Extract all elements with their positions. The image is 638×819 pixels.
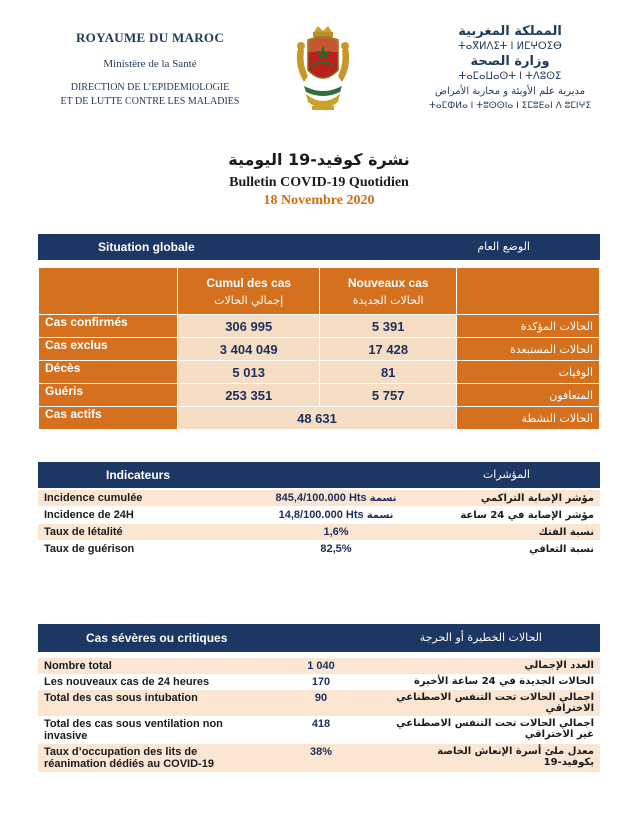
severe-label-fr: Nombre total	[38, 658, 260, 674]
table-row	[38, 541, 600, 558]
indicator-value-cell	[250, 507, 422, 524]
severe-label-ar: اجمالي الحالات تحت التنفس الاصطناعي غير الاختراقي	[396, 718, 594, 740]
severe-label-ar: معدل ملئ أسرة الإنعاش الخاصة بكوفيد-19	[382, 744, 600, 772]
indicator-label-fr: Taux de létalité	[38, 524, 250, 541]
bulletin-date: 18 Novembre 2020	[263, 193, 375, 208]
table-row	[38, 744, 600, 772]
ministry-ar: وزارة الصحة	[470, 54, 550, 69]
indicator-label-ar: مؤشر الإصابة التراكمي	[422, 490, 600, 507]
row-label-fr: Cas exclus	[39, 338, 178, 361]
severe-value: 90	[260, 690, 382, 716]
severe-value: 418	[311, 718, 331, 730]
situation-bar	[38, 234, 600, 260]
row-cumul: 253 351	[178, 384, 320, 407]
row-cumul: 3 404 049	[178, 338, 320, 361]
col-cumul-fr: Cumul des cas	[206, 275, 292, 290]
severe-table	[38, 658, 600, 772]
indicator-label-fr: Incidence cumulée	[38, 490, 250, 507]
active-label-fr: Cas actifs	[39, 407, 178, 430]
header-right	[410, 24, 610, 111]
direction-fr-line1: DIRECTION DE L’EPIDEMIOLOGIE	[70, 82, 230, 93]
severe-label-fr: Total des cas sous intubation	[38, 690, 260, 716]
severe-value: 38%	[260, 744, 382, 772]
severe-label-ar: اجمالي الحالات تحت التنفس الاصطناعي الاختراقي	[382, 690, 600, 716]
row-cumul: 5 013	[178, 361, 320, 384]
situation-bar-fr: Situation globale	[98, 240, 195, 254]
severe-label-ar: الحالات الجديدة في 24 ساعة الأخيرة	[413, 676, 594, 687]
col-cumul-ar: إجمالي الحالات	[214, 293, 284, 307]
indicator-value: 82,5%	[250, 541, 422, 558]
table-row	[39, 315, 600, 338]
indicator-value: 14,8/100.000 Hts	[278, 509, 364, 521]
indicators-bar-fr: Indicateurs	[106, 468, 171, 482]
direction-ar: مديرية علم الأوبئة و محاربة الأمراض	[434, 86, 586, 97]
kingdom-fr: ROYAUME DU MAROC	[75, 30, 225, 45]
row-label-ar: الوفيات	[457, 361, 600, 384]
severe-bar	[38, 624, 600, 652]
active-label-ar: الحالات النشطة	[457, 407, 600, 430]
indicators-bar	[38, 462, 600, 488]
situation-bar-ar: الوضع العام	[477, 240, 530, 253]
coat-of-arms-icon	[292, 26, 354, 118]
situation-header-row	[39, 268, 600, 315]
kingdom-ar: المملكة المغربية	[458, 24, 562, 39]
table-row	[39, 338, 600, 361]
indicator-label-ar: نسبة التعافي	[422, 541, 600, 558]
kingdom-tz: ⵜⴰⴳⵍⴷⵉⵜ ⵏ ⵍⵎⵖⵔⵉⴱ	[458, 41, 562, 52]
row-new: 5 757	[320, 384, 457, 407]
row-label-fr: Cas confirmés	[39, 315, 178, 338]
table-row	[38, 507, 600, 524]
severe-bar-fr: Cas sévères ou critiques	[86, 631, 228, 645]
table-row	[38, 490, 600, 507]
situation-table	[38, 267, 600, 430]
severe-label-fr: Taux d’occupation des lits de réanimation dédiés au COVID-19	[38, 744, 260, 772]
col-cumul-header	[178, 268, 320, 315]
direction-fr-line2: ET DE LUTTE CONTRE LES MALADIES	[60, 96, 240, 107]
row-new: 17 428	[320, 338, 457, 361]
header-empty-left	[39, 268, 178, 315]
bulletin-titles	[0, 150, 638, 209]
direction-tz: ⵜⴰⵎⵀⵍⴰ ⵏ ⵜⵓⵙⵙⵏⴰ ⵏ ⵉⵎⵓⴹⴰⵏ ⴷ ⵓⵎⵏⵖⵉ	[428, 101, 592, 111]
active-cases-row	[39, 407, 600, 430]
col-new-ar: الحالات الجديدة	[352, 293, 424, 307]
ministry-tz: ⵜⴰⵎⴰⵡⴰⵙⵜ ⵏ ⵜⴷⵓⵙⵉ	[458, 71, 562, 82]
row-new: 5 391	[320, 315, 457, 338]
title-ar: نشرة كوفيد-19 اليومية	[228, 150, 410, 169]
table-row	[39, 361, 600, 384]
table-row	[38, 658, 600, 674]
col-new-fr: Nouveaux cas	[347, 275, 429, 290]
indicator-value: 845,4/100.000 Hts	[275, 492, 367, 504]
indicator-unit-ar: نسمة	[366, 510, 394, 521]
row-new: 81	[320, 361, 457, 384]
active-value: 48 631	[178, 407, 457, 430]
title-fr: Bulletin COVID-19 Quotidien	[229, 175, 409, 190]
indicator-label-ar: نسبة الفتك	[422, 524, 600, 541]
ministry-fr: Ministère de la Santé	[103, 58, 197, 70]
severe-bar-ar: الحالات الخطيرة أو الحرجة	[419, 631, 542, 644]
severe-label-ar: العدد الإجمالي	[382, 658, 600, 674]
header-empty-right	[457, 268, 600, 315]
indicator-label-fr: Incidence de 24H	[38, 507, 250, 524]
row-label-fr: Guéris	[39, 384, 178, 407]
table-row	[38, 716, 600, 744]
row-cumul: 306 995	[178, 315, 320, 338]
severe-value: 170	[311, 676, 331, 688]
severe-label-fr: Les nouveaux cas de 24 heures	[44, 676, 210, 688]
row-label-ar: الحالات المستبعدة	[457, 338, 600, 361]
indicator-label-fr: Taux de guérison	[38, 541, 250, 558]
indicators-bar-ar: المؤشرات	[482, 468, 530, 481]
table-row	[39, 384, 600, 407]
indicators-table	[38, 490, 600, 558]
col-new-header	[320, 268, 457, 315]
table-row	[38, 690, 600, 716]
table-row	[38, 524, 600, 541]
indicator-value: 1,6%	[250, 524, 422, 541]
indicator-label-ar: مؤشر الإصابة في 24 ساعة	[422, 507, 600, 524]
indicator-unit-ar: نسمة	[369, 493, 397, 504]
severe-value: 1 040	[260, 658, 382, 674]
row-label-ar: المتعافون	[457, 384, 600, 407]
row-label-fr: Décès	[39, 361, 178, 384]
severe-label-fr: Total des cas sous ventilation non invasive	[44, 718, 223, 742]
indicator-value-cell	[250, 490, 422, 507]
header-left	[40, 30, 260, 107]
row-label-ar: الحالات المؤكدة	[457, 315, 600, 338]
table-row	[38, 674, 600, 690]
